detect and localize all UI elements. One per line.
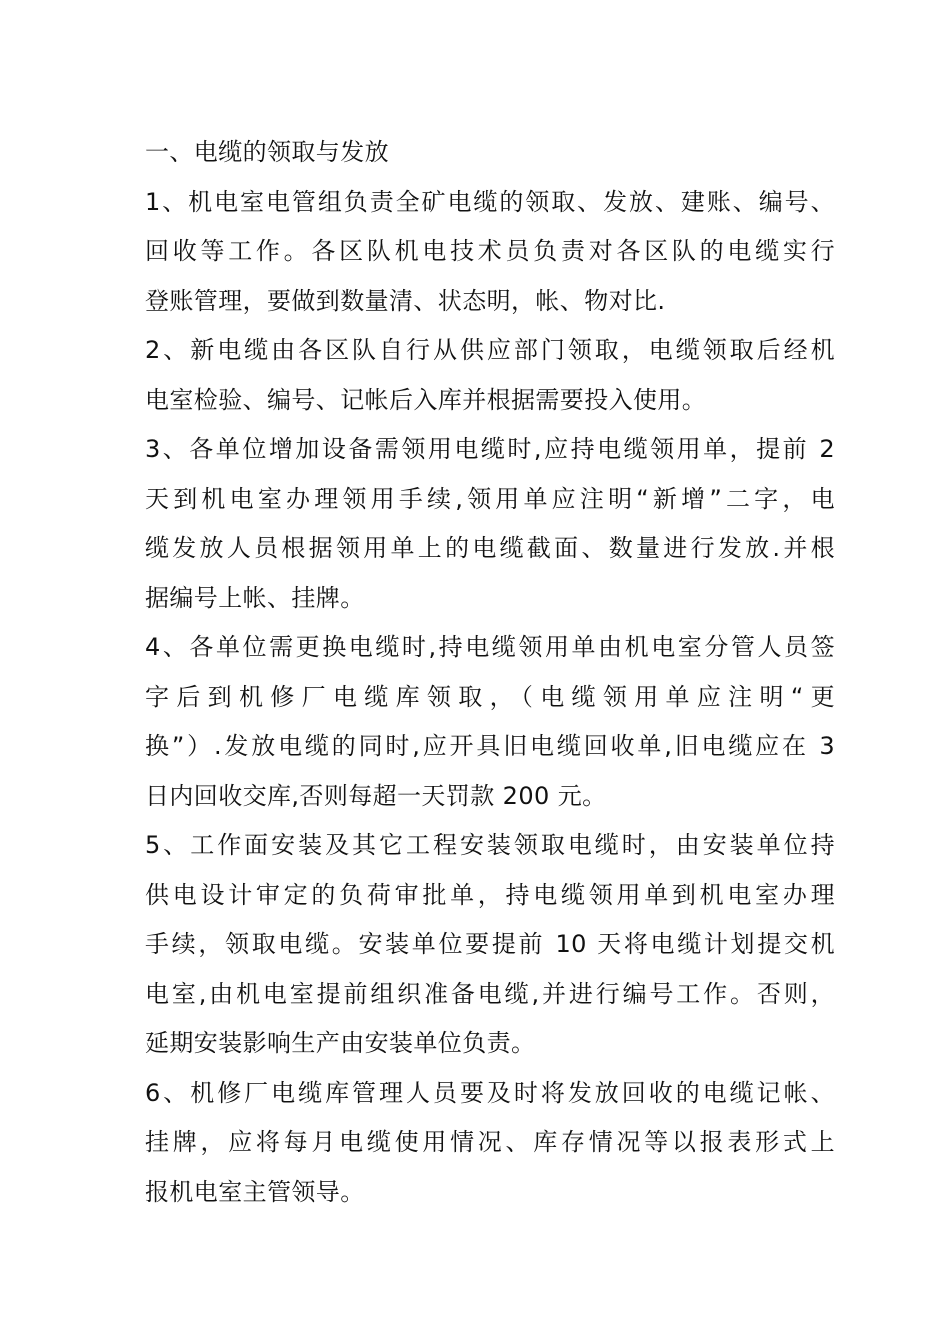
paragraph-1-line-2: 回收等工作。各区队机电技术员负责对各区队的电缆实行 [145, 237, 835, 265]
paragraph-6-line-1: 6、机修厂电缆库管理人员要及时将发放回收的电缆记帐、 [145, 1078, 835, 1107]
paragraph-1-line-1: 1、机电室电管组负责全矿电缆的领取、发放、建账、编号、 [145, 187, 835, 216]
paragraph-3-line-2: 天到机电室办理领用手续,领用单应注明“新增”二字，电 [145, 484, 835, 513]
paragraph-4-line-3: 换”）.发放电缆的同时,应开具旧电缆回收单,旧电缆应在 3 [145, 732, 835, 760]
paragraph-4-line-2: 字后到机修厂电缆库领取，（电缆领用单应注明“更 [145, 682, 835, 711]
paragraph-5-line-2: 供电设计审定的负荷审批单，持电缆领用单到机电室办理 [145, 880, 835, 909]
paragraph-2-line-1: 2、新电缆由各区队自行从供应部门领取，电缆领取后经机 [145, 336, 835, 364]
document-body [145, 128, 835, 1217]
paragraph-5-line-3: 手续，领取电缆。安装单位要提前 10 天将电缆计划提交机 [145, 930, 835, 958]
paragraph-3-line-4: 据编号上帐、挂牌。 [145, 583, 365, 612]
paragraph-5-line-4: 电室,由机电室提前组织准备电缆,并进行编号工作。否则， [145, 979, 835, 1008]
paragraph-3-line-3: 缆发放人员根据领用单上的电缆截面、数量进行发放.并根 [145, 534, 835, 562]
paragraph-4-line-1: 4、各单位需更换电缆时,持电缆领用单由机电室分管人员签 [145, 633, 835, 661]
section-heading: 一、电缆的领取与发放 [145, 138, 389, 166]
paragraph-5-line-5: 延期安装影响生产由安装单位负责。 [145, 1029, 536, 1057]
paragraph-6-line-3: 报机电室主管领导。 [145, 1177, 365, 1206]
paragraph-1-line-3: 登账管理，要做到数量清、状态明，帐、物对比. [145, 286, 666, 315]
paragraph-2-line-2: 电室检验、编号、记帐后入库并根据需要投入使用。 [145, 385, 707, 414]
paragraph-3-line-1: 3、各单位增加设备需领用电缆时,应持电缆领用单，提前 2 [145, 435, 835, 463]
paragraph-4-line-4: 日内回收交库,否则每超一天罚款 200 元。 [145, 781, 607, 810]
paragraph-6-line-2: 挂牌，应将每月电缆使用情况、库存情况等以报表形式上 [145, 1128, 835, 1156]
paragraph-5-line-1: 5、工作面安装及其它工程安装领取电缆时，由安装单位持 [145, 831, 835, 859]
